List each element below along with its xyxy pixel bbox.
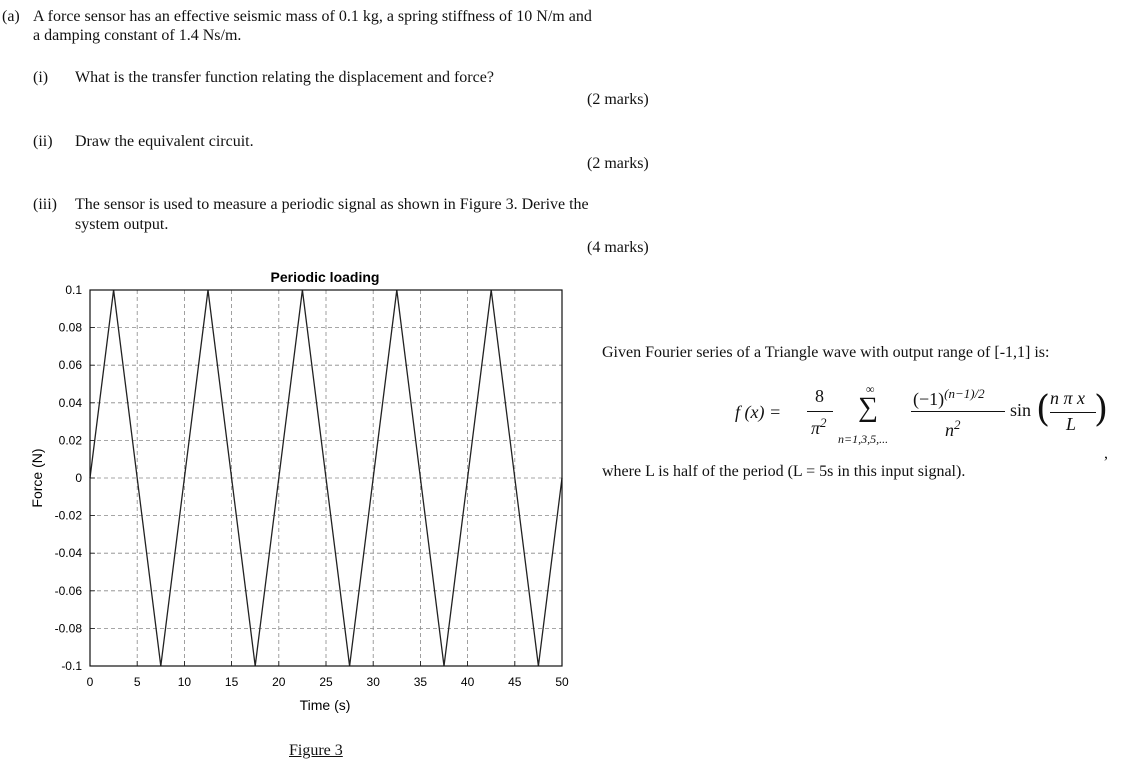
summation-symbol: ∑ (858, 392, 878, 423)
term-denominator-exponent: 2 (954, 417, 961, 432)
sum-lower-limit: n=1,3,5,... (838, 432, 889, 446)
chart-title: Periodic loading (270, 269, 380, 285)
coefficient-denominator (811, 415, 827, 439)
fourier-intro: Given Fourier series of a Triangle wave with output range of [-1,1] is: (602, 344, 1050, 361)
term-denominator (945, 417, 961, 441)
y-tick-label: -0.04 (54, 546, 82, 561)
question-label: (a) (2, 8, 20, 25)
question-text-line2: a damping constant of 1.4 Ns/m. (33, 27, 242, 44)
part-ii-text: Draw the equivalent circuit. (75, 133, 254, 150)
x-tick-label: 20 (272, 675, 286, 689)
fourier-where: where L is half of the period (L = 5s in this input signal). (602, 463, 966, 480)
part-iii-text-line1: The sensor is used to measure a periodic signal as shown in Figure 3. Derive the (75, 196, 589, 213)
coefficient-numerator: 8 (815, 386, 824, 406)
coefficient-fraction-bar (807, 411, 833, 412)
part-iii-marks: (4 marks) (587, 239, 649, 256)
part-i-number: (i) (33, 69, 49, 86)
x-tick-label: 10 (177, 675, 192, 689)
pi-exponent: 2 (820, 415, 827, 430)
part-ii-marks: (2 marks) (587, 155, 649, 172)
y-tick-label: -0.08 (54, 621, 82, 636)
x-tick-label: 5 (133, 675, 141, 689)
x-tick-label: 45 (508, 675, 522, 689)
term-denominator-base: n (945, 420, 954, 440)
x-tick-label: 0 (86, 675, 94, 689)
argument-fraction-bar (1050, 412, 1096, 413)
x-tick-label: 40 (460, 675, 475, 689)
argument-denominator: L (1066, 414, 1077, 434)
y-tick-label: -0.02 (54, 508, 82, 523)
y-tick-label: 0 (75, 471, 82, 485)
paren-close: ) (1094, 389, 1109, 430)
argument-numerator: n π x (1050, 388, 1086, 408)
y-tick-label: -0.06 (54, 583, 82, 598)
y-tick-label: -0.1 (61, 659, 82, 673)
periodic-loading-chart (0, 260, 600, 720)
figure-caption: Figure 3 (289, 742, 343, 759)
y-tick-label: 0.1 (65, 283, 82, 297)
part-ii-number: (ii) (33, 133, 53, 150)
part-i-marks: (2 marks) (587, 91, 649, 108)
x-tick-label: 25 (319, 675, 333, 689)
x-tick-label: 30 (366, 675, 380, 689)
y-tick-label: 0.06 (58, 358, 82, 373)
term-numerator-exponent: (n−1)/2 (944, 386, 985, 401)
x-tick-label: 35 (413, 675, 428, 689)
part-iii-number: (iii) (33, 196, 57, 213)
y-tick-label: 0.08 (58, 320, 82, 335)
paren-open: ( (1036, 389, 1051, 430)
term-fraction-bar (911, 411, 1005, 412)
term-numerator-base: (−1) (913, 389, 945, 409)
sin-function: sin (1010, 400, 1032, 420)
x-axis-label: Time (s) (299, 697, 351, 713)
x-tick-label: 50 (555, 675, 569, 689)
y-tick-label: 0.04 (58, 395, 82, 410)
fourier-lhs: f (x) = (735, 402, 782, 422)
y-tick-label: 0.02 (58, 433, 82, 448)
pi-symbol: π (811, 418, 821, 438)
formula-comma: , (1104, 445, 1108, 462)
part-iii-text-line2: system output. (75, 216, 169, 233)
y-axis-label: Force (N) (29, 448, 45, 508)
term-numerator (913, 386, 985, 410)
part-i-text: What is the transfer function relating the displacement and force? (75, 69, 494, 86)
x-tick-label: 15 (224, 675, 239, 689)
sum-upper-limit: ∞ (866, 382, 875, 396)
question-text-line1: A force sensor has an effective seismic mass of 0.1 kg, a spring stiffness of 10 N/m and (33, 8, 592, 25)
